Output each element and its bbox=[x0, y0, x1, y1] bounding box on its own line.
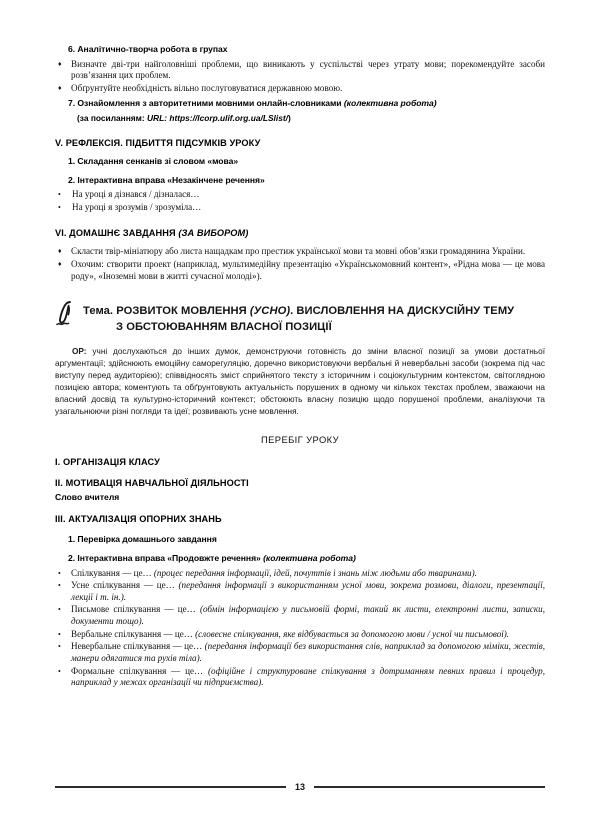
stage-iii-sub-1: 1. Перевірка домашнього завдання bbox=[68, 534, 217, 545]
topic-label: Тема. bbox=[83, 305, 117, 318]
task-7-heading bbox=[68, 98, 545, 110]
source-suffix: ) bbox=[287, 113, 291, 124]
dot-bullet-icon: • bbox=[58, 642, 61, 652]
topic-heading-block bbox=[55, 304, 545, 334]
list-item bbox=[55, 246, 545, 258]
stage-iii-heading: III. АКТУАЛІЗАЦІЯ ОПОРНИХ ЗНАНЬ bbox=[55, 514, 222, 525]
definitions-list bbox=[55, 568, 545, 689]
topic-line-2: З ОБСТОЮВАННЯМ ВЛАСНОЇ ПОЗИЦІЇ bbox=[116, 320, 332, 333]
definition-text: (процес передання інформації, ідей, почуттів і знань між людьми або тваринами). bbox=[153, 567, 477, 578]
task-7-source-line bbox=[77, 113, 545, 123]
stage-v-list bbox=[55, 189, 545, 213]
stage-v-sub-2: 2. Інтерактивна вправа «Незакінчене речення» bbox=[68, 174, 265, 185]
task-7-heading-note: (колективна робота) bbox=[343, 98, 437, 109]
definition-text: (обмін інформацією у письмовій формі, такий як листи, електронні листи, записки, документи тощо). bbox=[71, 604, 545, 627]
stage-vi-list bbox=[55, 246, 545, 282]
section-task-6 bbox=[55, 44, 545, 94]
expected-results-label: ОР: bbox=[72, 346, 93, 356]
definition-term: Невербальне спілкування — це… bbox=[71, 641, 205, 652]
stage-iii-sub-2-main: 2. Інтерактивна вправа «Продовжте речення» bbox=[68, 552, 264, 563]
stage-v-sub-1: 1. Складання сенканів зі словом «мова» bbox=[68, 156, 239, 167]
pen-nib-icon bbox=[54, 299, 82, 329]
stage-iii-sub-2-note: (колективна робота) bbox=[263, 552, 356, 563]
list-item-text: Скласти твір-мініатюру або листа нащадкам про престиж української мови та мовні обов’язки громадянина України. bbox=[71, 246, 526, 257]
list-item-text: На уроці я дізнався / дізналася… bbox=[72, 189, 200, 200]
list-item-text: Охочим: створити проект (наприклад, мультимедійну презентацію «Українськомовний контент», «Рідна мова — це мова роду», «Іноземні мови в житті сучасної молоді»). bbox=[71, 259, 545, 281]
section-vi-homework bbox=[55, 228, 545, 282]
section-v-reflection bbox=[55, 138, 545, 213]
expected-results-paragraph bbox=[55, 346, 545, 418]
stage-ii-subheading: Слово вчителя bbox=[55, 492, 120, 503]
task-6-list bbox=[55, 59, 545, 95]
page-footer bbox=[55, 782, 545, 792]
dot-bullet-icon: • bbox=[58, 629, 61, 639]
stage-vi-heading-note: (ЗА ВИБОРОМ) bbox=[178, 228, 249, 239]
definition-term: Вербальне спілкування — це… bbox=[71, 628, 196, 639]
dot-bullet-icon: • bbox=[58, 202, 61, 212]
definition-text: (офіційне і структуроване спілкування з дотриманням певних правил і процедур, наприклад у межах організації чи підприємства). bbox=[71, 665, 545, 688]
list-item bbox=[55, 629, 545, 641]
definition-term: Спілкування — це… bbox=[71, 567, 154, 578]
task-7-heading-main: 7. Ознайомлення з авторитетними мовними онлайн-словниками bbox=[68, 98, 344, 109]
list-item bbox=[55, 580, 545, 603]
footer-rule-right bbox=[314, 786, 545, 787]
section-task-7 bbox=[55, 98, 545, 123]
topic-line-1-italic: (УСНО) bbox=[249, 305, 291, 318]
topic-line-1a: РОЗВИТОК МОВЛЕННЯ bbox=[116, 305, 250, 318]
expected-results-text: учні дослухаються до інших думок, демонструючи готовність до зміни власної позиції за умови достатньої аргументації; здійснюють емоційну саморегуляцію, доречно використовуючи вербальні й невербальні засоби (зокрема під час виступу перед аудиторією); співвідносять зміст сприйнятого тексту з історичним і соціокультурним контекстом, світоглядною позицією автора; коментують та обґрунтовують актуальність порушених в одному чи кількох текстах проблем, зважаючи на власний досвід та культурно-історичний контекст; обстоюють власну позицію щодо порушеної проблеми, аналізуючи та узагальнюючи різні погляди та ідеї; розвивають усне мовлення. bbox=[55, 346, 545, 416]
stage-i-heading: I. ОРГАНІЗАЦІЯ КЛАСУ bbox=[55, 457, 160, 468]
topic-title bbox=[83, 304, 545, 334]
dot-bullet-icon: • bbox=[58, 581, 61, 591]
list-item bbox=[55, 641, 545, 664]
definition-text: (передання інформації з використанням усної мови, зокрема розмови, діалоги, презентації, лекції і т. ін.). bbox=[71, 580, 545, 602]
diamond-bullet-icon: ♦ bbox=[58, 247, 62, 256]
stage-v-heading: V. РЕФЛЕКСІЯ. ПІДБИТТЯ ПІДСУМКІВ УРОКУ bbox=[55, 138, 261, 149]
list-item-text: На уроці я зрозумів / зрозуміла… bbox=[72, 201, 202, 212]
list-item bbox=[55, 604, 545, 627]
list-item bbox=[55, 83, 545, 95]
dot-bullet-icon: • bbox=[58, 190, 61, 200]
stage-ii-heading: II. МОТИВАЦІЯ НАВЧАЛЬНОЇ ДІЯЛЬНОСТІ bbox=[55, 478, 249, 489]
topic-line-1b: . ВИСЛОВЛЕННЯ НА ДИСКУСІЙНУ ТЕМУ bbox=[290, 305, 515, 318]
list-item bbox=[55, 59, 545, 82]
diamond-bullet-icon: ♦ bbox=[58, 260, 62, 269]
task-6-heading: 6. Аналітично-творча робота в групах bbox=[68, 44, 228, 54]
list-item bbox=[55, 259, 545, 282]
definition-term: Формальне спілкування — це… bbox=[71, 665, 208, 676]
dictionary-url-link[interactable]: URL: https://lcorp.ulif.org.ua/LSlist/ bbox=[147, 113, 288, 124]
spacer bbox=[55, 217, 545, 228]
stage-vi-heading bbox=[55, 228, 545, 240]
list-item bbox=[55, 202, 545, 214]
diamond-bullet-icon: ♦ bbox=[58, 83, 62, 92]
footer-rule-left bbox=[55, 786, 286, 787]
list-item-text: Визначте дві-три найголовніші проблеми, що виникають у суспільстві через утрату мови; порекомендуйте засоби розв’язання цих проблем. bbox=[71, 58, 545, 81]
page-number: 13 bbox=[295, 782, 306, 792]
definition-text: (словесне спілкування, яке відбувається за допомогою мови / усної чи письмової). bbox=[195, 628, 510, 639]
stage-vi-heading-main: VI. ДОМАШНЄ ЗАВДАННЯ bbox=[55, 228, 179, 239]
dot-bullet-icon: • bbox=[58, 568, 61, 578]
diamond-bullet-icon: ♦ bbox=[58, 59, 62, 68]
definition-term: Усне спілкування — це… bbox=[71, 580, 179, 591]
definition-text: (передання інформації без використання слів, наприклад за допомогою міміки, жестів, манери одягатися та рухів тіла). bbox=[71, 641, 545, 663]
list-item bbox=[55, 189, 545, 201]
dot-bullet-icon: • bbox=[58, 605, 61, 615]
list-item bbox=[55, 568, 545, 580]
source-prefix: (за посиланням: bbox=[77, 113, 147, 124]
dot-bullet-icon: • bbox=[58, 666, 61, 676]
section-lesson-stages bbox=[55, 457, 545, 688]
list-item bbox=[55, 666, 545, 689]
lesson-flow-title: ПЕРЕБІГ УРОКУ bbox=[261, 434, 339, 446]
spacer bbox=[55, 127, 545, 138]
definition-term: Письмове спілкування — це… bbox=[71, 604, 200, 615]
list-item-text: Обґрунтуйте необхідність вільно послуговуватися державною мовою. bbox=[71, 82, 343, 93]
stage-iii-sub-2 bbox=[68, 553, 545, 565]
